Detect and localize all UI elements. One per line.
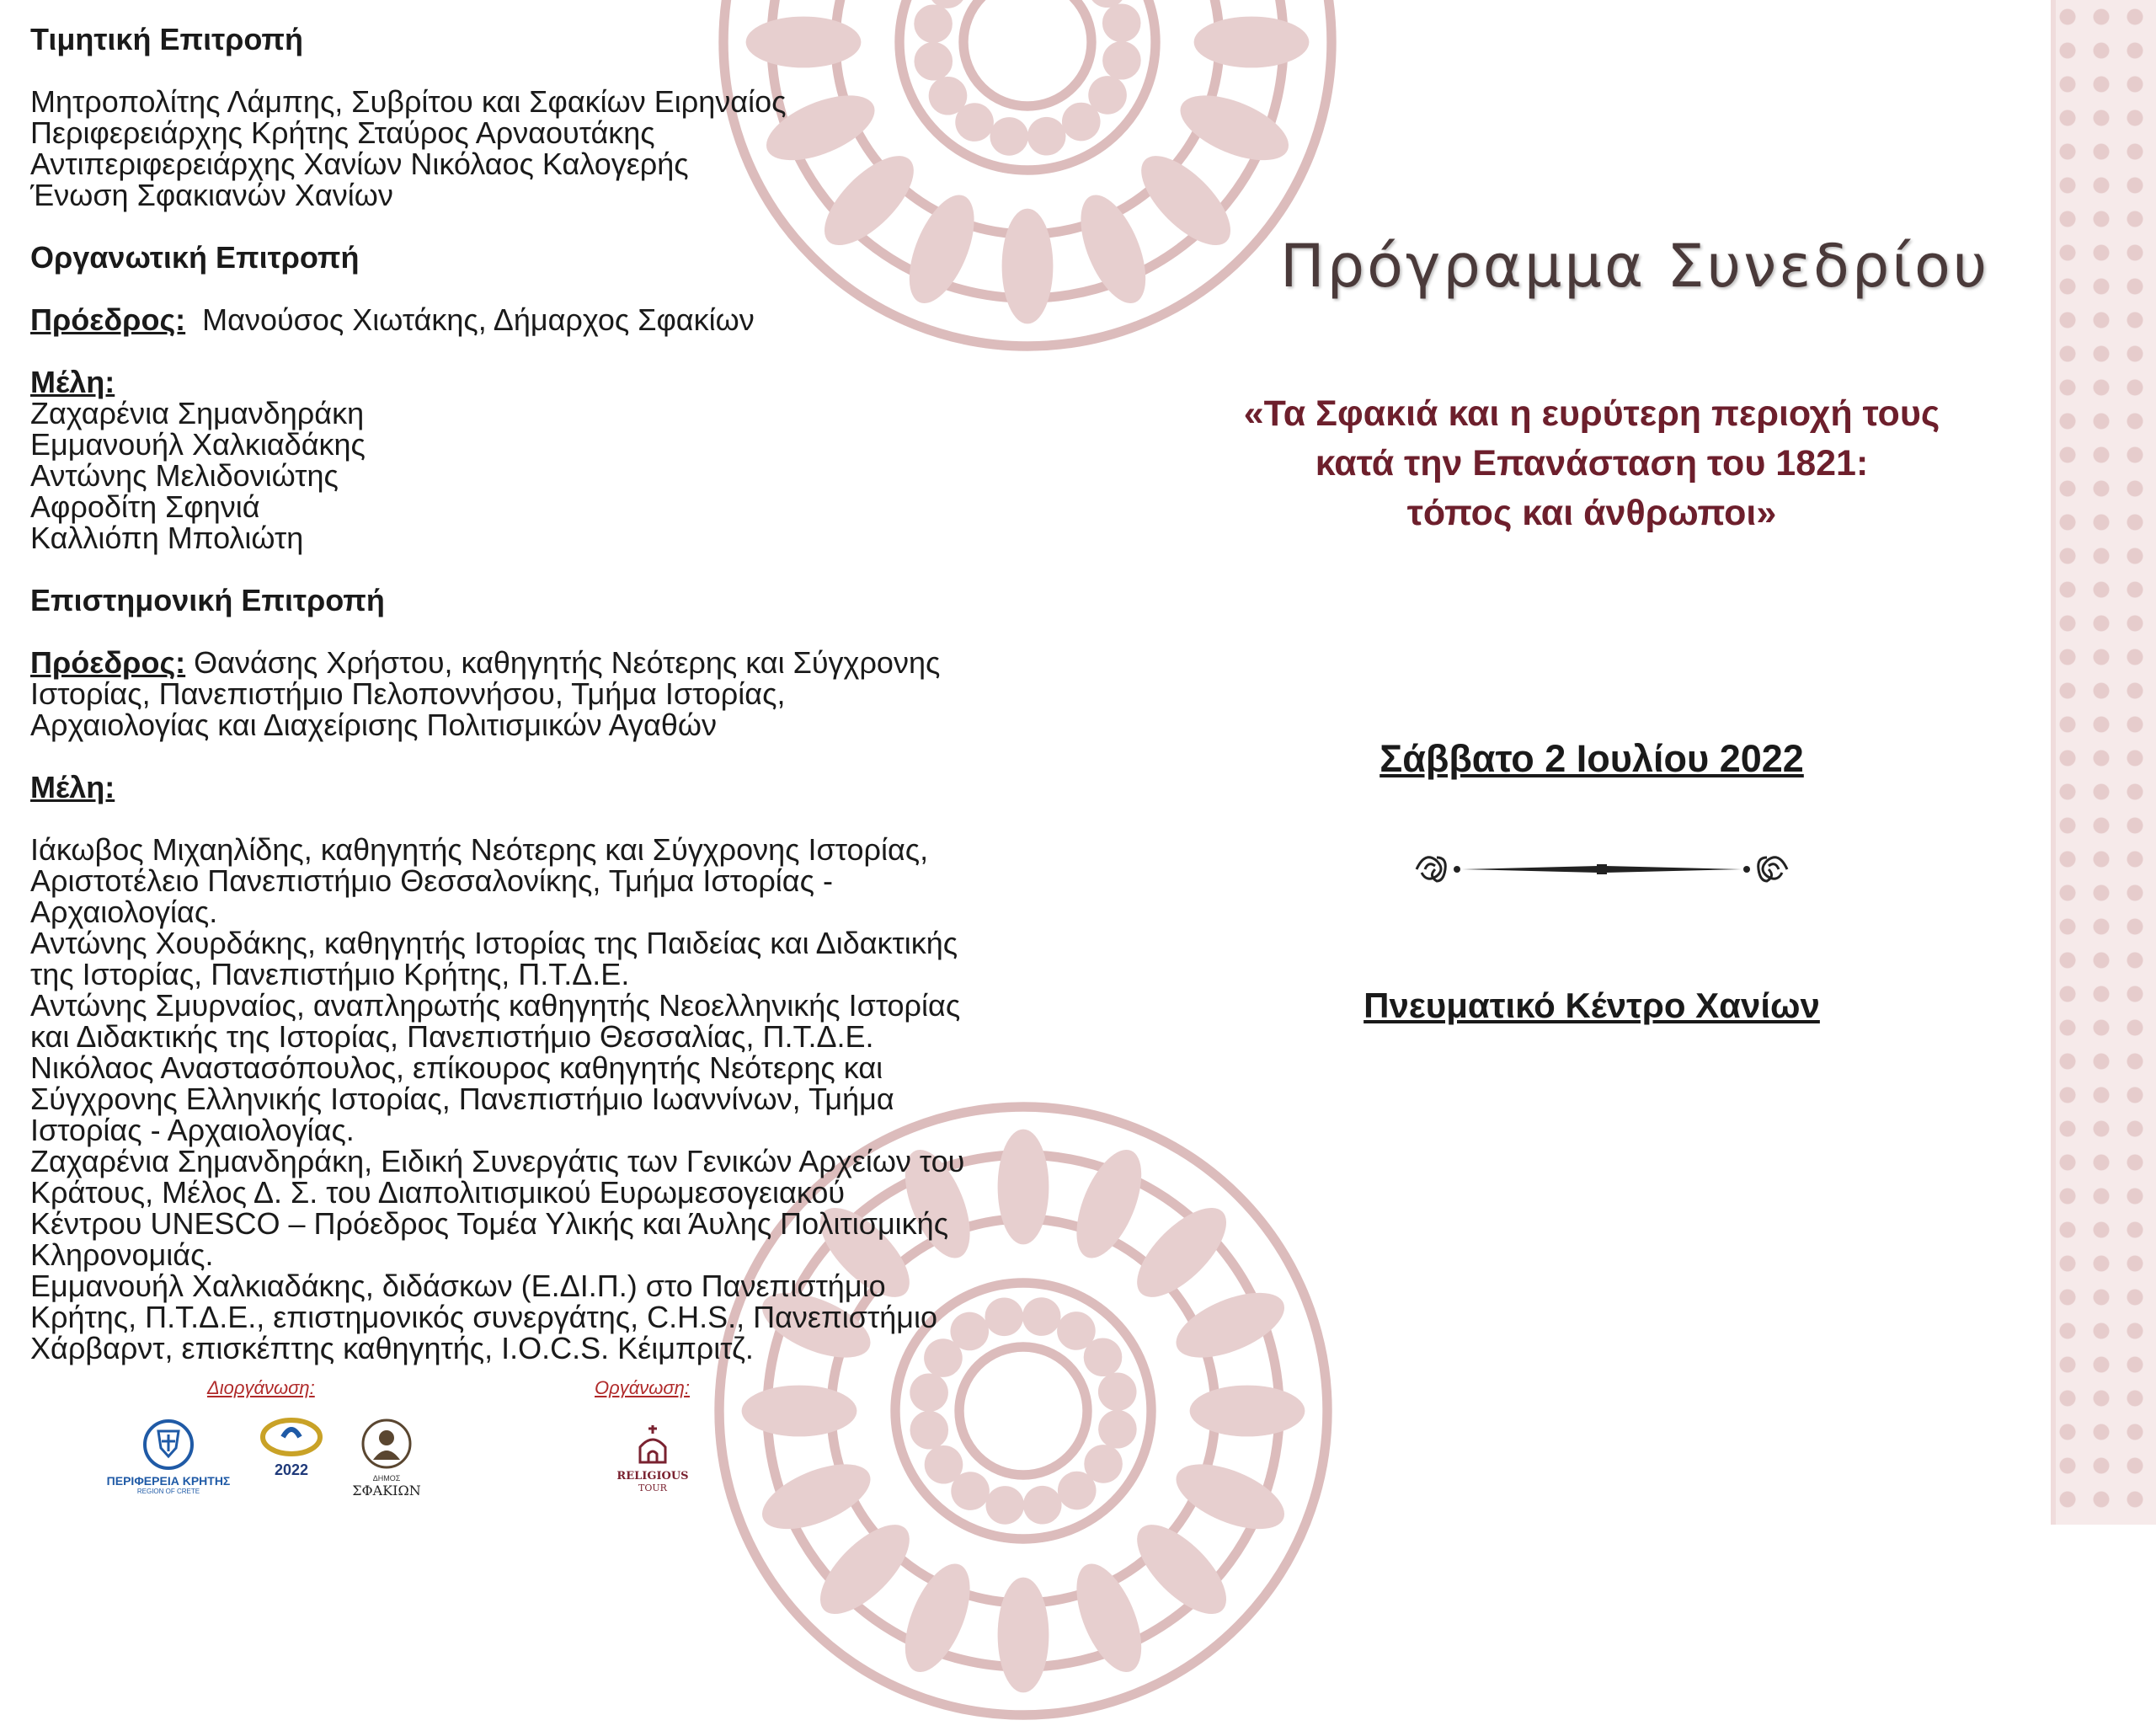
scientific-member-line: Ιστορίας - Αρχαιολογίας. bbox=[30, 1113, 355, 1147]
president-label: Πρόεδρος: bbox=[30, 645, 186, 680]
honorary-member: Αντιπεριφερειάρχης Χανίων Νικόλαος Καλογερής bbox=[30, 147, 689, 181]
greek-emblem-icon bbox=[143, 1419, 194, 1470]
scientific-member-line: και Διδακτικής της Ιστορίας, Πανεπιστήμιο Θεσσαλίας, Π.Τ.Δ.Ε. bbox=[30, 1019, 874, 1054]
region-of-crete-logo: ΠΕΡΙΦΕΡΕΙΑ ΚΡΗΤΗΣ REGION OF CRETE bbox=[101, 1419, 236, 1495]
scientific-member-line: Αντώνης Χουρδάκης, καθηγητής Ιστορίας της Παιδείας και Διδακτικής bbox=[30, 926, 958, 960]
honorary-member: Μητροπολίτης Λάμπης, Συβρίτου και Σφακίων Ειρηναίος bbox=[30, 84, 787, 119]
committees-column bbox=[30, 24, 1083, 1364]
scientific-member-line: Κρήτης, Π.Τ.Δ.Ε., επιστημονικός συνεργάτης, C.H.S., Πανεπιστήμιο bbox=[30, 1300, 938, 1334]
ornamental-divider-icon bbox=[1408, 842, 1796, 896]
organizing-committee-heading: Οργανωτική Επιτροπή bbox=[30, 240, 360, 275]
scientific-member-line: Σύγχρονης Ελληνικής Ιστορίας, Πανεπιστήμιο Ιωαννίνων, Τμήμα bbox=[30, 1082, 894, 1116]
decorative-right-border bbox=[2051, 0, 2156, 1525]
church-emblem-icon bbox=[633, 1424, 672, 1466]
organizing-president bbox=[30, 304, 1083, 335]
subtitle-line: κατά την Επανάσταση του 1821: bbox=[1315, 443, 1869, 484]
conference-venue: Πνευματικό Κέντρο Χανίων bbox=[1364, 986, 1820, 1025]
organization-label: Οργάνωση: bbox=[595, 1377, 690, 1398]
anniversary-2022-logo: 2022 bbox=[249, 1415, 334, 1479]
organizing-member: Ζαχαρένια Σημανδηράκη bbox=[30, 396, 365, 430]
scientific-committee-heading: Επιστημονική Επιτροπή bbox=[30, 583, 385, 617]
scientific-member-line: Κράτους, Μέλος Δ. Σ. του Διαπολιτισμικού Ευρωμεσογειακού bbox=[30, 1175, 846, 1210]
program-title: Πρόγραμμα Συνεδρίου bbox=[1280, 232, 1990, 301]
conference-subtitle bbox=[1145, 389, 2038, 538]
president-label: Πρόεδρος: bbox=[30, 302, 186, 337]
scientific-member-line: Αρχαιολογίας. bbox=[30, 895, 218, 929]
honorary-member: Ένωση Σφακιανών Χανίων bbox=[30, 178, 393, 212]
portrait-emblem-icon bbox=[361, 1418, 412, 1470]
municipality-sfakia-logo: ΔΗΜΟΣ ΣΦΑΚΙΩΝ bbox=[352, 1418, 421, 1499]
scientific-president-line: Πρόεδρος: Θανάσης Χρήστου, καθηγητής Νεότερης και Σύγχρονης bbox=[30, 645, 941, 680]
members-label: Μέλη: bbox=[30, 770, 115, 804]
scientific-member-line: Κληρονομιάς. bbox=[30, 1237, 214, 1272]
scientific-president-line: Ιστορίας, Πανεπιστήμιο Πελοποννήσου, Τμήμα Ιστορίας, bbox=[30, 676, 786, 711]
scientific-member-line: Ζαχαρένια Σημανδηράκη, Ειδική Συνεργάτις των Γενικών Αρχείων του bbox=[30, 1144, 965, 1178]
religious-tour-logo: RELIGIOUS TOUR bbox=[615, 1424, 691, 1493]
scientific-member-line: Αντώνης Σμυρναίος, αναπληρωτής καθηγητής Νεοελληνικής Ιστορίας bbox=[30, 988, 961, 1023]
scientific-member-line: Νικόλαος Αναστασόπουλος, επίκουρος καθηγητής Νεότερης και bbox=[30, 1050, 883, 1085]
subtitle-line: «Τα Σφακιά και η ευρύτερη περιοχή τους bbox=[1243, 393, 1940, 434]
organizing-member: Καλλιόπη Μπολιώτη bbox=[30, 521, 304, 555]
anniversary-emblem-icon bbox=[258, 1415, 325, 1457]
conference-date: Σάββατο 2 Ιουλίου 2022 bbox=[1380, 737, 1804, 780]
honorary-member: Περιφερειάρχης Κρήτης Σταύρος Αρναουτάκης bbox=[30, 115, 655, 150]
organizing-member: Εμμανουήλ Χαλκιαδάκης bbox=[30, 427, 366, 462]
scientific-member-line: Χάρβαρντ, επισκέπτης καθηγητής, I.O.C.S. Κέιμπριτζ. bbox=[30, 1331, 754, 1365]
scientific-member-line: Κέντρου UNESCO – Πρόεδρος Τομέα Υλικής και Άυλης Πολιτισμικής bbox=[30, 1206, 949, 1241]
organizing-member: Αντώνης Μελιδονιώτης bbox=[30, 458, 339, 493]
members-label: Μέλη: bbox=[30, 365, 115, 399]
scientific-member-line: της Ιστορίας, Πανεπιστήμιο Κρήτης, Π.Τ.Δ.Ε. bbox=[30, 957, 630, 991]
subtitle-line: τόπος και άνθρωποι» bbox=[1406, 493, 1777, 533]
organizing-member: Αφροδίτη Σφηνιά bbox=[30, 489, 260, 524]
president-value: Μανούσος Χιωτάκης, Δήμαρχος Σφακίων bbox=[202, 302, 755, 337]
honorary-committee-heading: Τιμητική Επιτροπή bbox=[30, 22, 303, 56]
scientific-member-line: Αριστοτέλειο Πανεπιστήμιο Θεσσαλονίκης, Τμήμα Ιστορίας - bbox=[30, 863, 833, 898]
scientific-member-line: Εμμανουήλ Χαλκιαδάκης, διδάσκων (Ε.ΔΙ.Π.) στο Πανεπιστήμιο bbox=[30, 1269, 886, 1303]
scientific-member-line: Ιάκωβος Μιχαηλίδης, καθηγητής Νεότερης και Σύγχρονης Ιστορίας, bbox=[30, 832, 929, 867]
organizer-label: Διοργάνωση: bbox=[207, 1377, 315, 1398]
scientific-president-line: Αρχαιολογίας και Διαχείρισης Πολιτισμικών Αγαθών bbox=[30, 708, 717, 742]
